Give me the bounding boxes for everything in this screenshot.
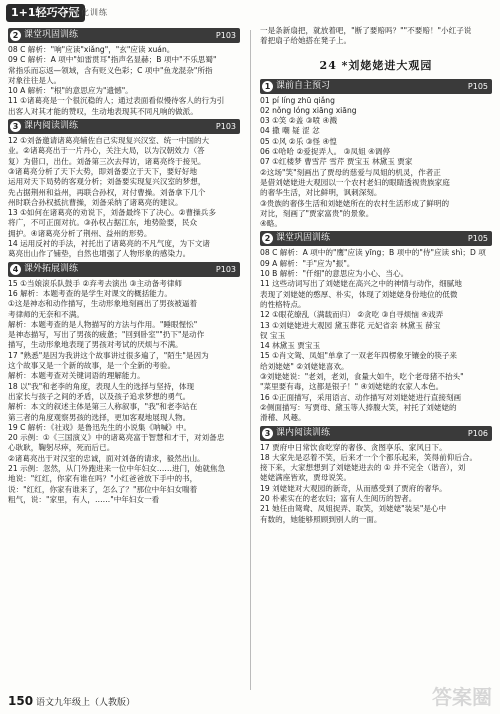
answer-line: 这个故事又是一个新的故事，是一个全新的考验。 bbox=[8, 361, 176, 371]
answer-line: 10 A 解析："根"的意思应为"遗憾"。 bbox=[8, 86, 133, 96]
answer-line: 心耿耿，鞠躬尽瘁，死而后已。 bbox=[8, 443, 115, 453]
answer-line: 02 nǒng lóng xiāng xiāng bbox=[260, 105, 357, 115]
answer-line: 是神态描写，写出了男孩的疲惫；"回到卧室""扔下"是动作 bbox=[8, 330, 205, 340]
answer-line: 17 "熟悉"是因为我讲这个故事讲过很多遍了，"陌生"是因为 bbox=[8, 350, 209, 360]
answer-line: 13 ①刘姥姥进大观园 黛玉葬花 元妃省亲 林黛玉 薛宝 bbox=[260, 320, 441, 330]
right-column bbox=[260, 26, 492, 525]
answer-line: 着把扇子给她搭在凳子上。 bbox=[260, 36, 352, 46]
section-header: 1 课前自主预习 P105 bbox=[260, 79, 492, 94]
answer-line: 21 示例：忽然，从门外跑进来一位中年妇女……进门，她就焦急 bbox=[8, 463, 226, 473]
answer-line: 18 以"我"和老李的角度，表现人生的选择与坚持，体现 bbox=[8, 381, 195, 391]
section-header: 2 课堂巩固训练 P105 bbox=[260, 231, 492, 246]
answer-line: 20 示例：①《三国演义》中的诸葛亮富于智慧和才干，对刘备忠 bbox=[8, 433, 225, 443]
answer-list bbox=[260, 248, 492, 423]
section-header: 2 课堂巩固训练 P103 bbox=[8, 28, 240, 43]
answer-line: 05 ①风 ②乐 ③怪 ④惶 bbox=[260, 136, 337, 146]
answer-line: 常指乐而忘返—领域，含有贬义色彩；C 项中"鱼龙混杂"所指 bbox=[8, 65, 213, 75]
header-bar bbox=[0, 0, 500, 26]
answer-line: ①这是神态和动作描写，生动形象地刻画出了男孩被逼着 bbox=[8, 299, 198, 309]
answer-line: 给刘姥姥" ②刘姥姥喜欢。 bbox=[260, 361, 349, 371]
answer-line: 钗 宝玉 bbox=[260, 330, 286, 340]
answer-line: 16 解析：本题考查的是学生对课文的概括能力。 bbox=[8, 288, 172, 298]
answer-line: 01 pí líng zhū qiǎng bbox=[260, 95, 335, 105]
answer-line: 粗气，说："家里，有人，……"中年妇女一看 bbox=[8, 494, 160, 504]
answer-line: ②这场"笑"刻画出了贾母的慈爱与凤姐的机灵，作者正 bbox=[260, 167, 441, 177]
answer-line: 地说："红红，你家有谁在吗？"小红爸爸放下手中的书， bbox=[8, 474, 198, 484]
answer-line: 17 贾府中日常饮食吃穿的奢侈、贪图享乐、家风日下。 bbox=[260, 442, 447, 452]
page-number: 150 bbox=[8, 694, 34, 708]
answer-line: 对象往往是人。 bbox=[8, 75, 62, 85]
answer-list bbox=[8, 45, 240, 117]
answer-line: 08 C 解析：A 项中的"鹰"应读 yīng；B 项中的"侍"应读 shì；D 项 bbox=[260, 248, 486, 258]
answer-line: 04 撒 嘲 疑 涩 忿 bbox=[260, 126, 320, 136]
answer-line: 21 她任由鸳鸯、凤姐捉弄、取笑，刘姥姥"装呆"是心中 bbox=[260, 504, 447, 514]
answer-line: 州时联合孙权抵抗曹操，刘备采纳了诸葛亮的建议。 bbox=[8, 197, 183, 207]
section-header: 3 课内阅读训练 P106 bbox=[260, 426, 492, 441]
answer-line: 一是条新扇把，就放着吧，"断了要赔吗？""不要赔！"小红子说 bbox=[260, 26, 472, 35]
answer-line: 12 ①刘备邀请诸葛亮辅佐自己实现复兴汉室、统一中国的大 bbox=[8, 136, 210, 146]
section-title: 课内阅读训练 bbox=[276, 427, 331, 438]
section-title: 课堂巩固训练 bbox=[276, 233, 331, 244]
answer-line: 对比，刻画了"贾家富贵"的景象。 bbox=[260, 208, 374, 218]
answer-line: "菜里要有毒，这都是银子！" ④刘姥姥的农家人本色。 bbox=[260, 382, 444, 392]
answer-line: ②侧面描写：写贾母、黛玉等人捧腹大笑，衬托了刘姥姥的 bbox=[260, 402, 457, 412]
section-title: 课内阅读训练 bbox=[24, 121, 79, 132]
page-ref: P103 bbox=[215, 31, 236, 40]
page-ref: P105 bbox=[467, 234, 488, 244]
answer-line: 16 ①正面描写，采用语言、动作描写对刘姥姥进行直接刻画 bbox=[260, 392, 462, 402]
answer-line: 解析：本文的叙述主体是第三人称叙事，"我"和老李站在 bbox=[8, 402, 198, 412]
answer-line: 滑稽、风趣。 bbox=[260, 413, 306, 423]
answer-line: 10 B 解析："仟细"的意思应为小心、当心。 bbox=[260, 269, 409, 279]
section-title: 课外拓展训练 bbox=[24, 263, 79, 274]
answer-list bbox=[8, 136, 240, 260]
answer-line: 15 ①当娘滚乐队鼓手 ②弃考去演出 ③主动备考律师 bbox=[8, 278, 183, 288]
section-title: 课堂巩固训练 bbox=[24, 30, 79, 40]
answer-line: ②诸葛亮出于对汉室的忠诚，面对刘备的请求，毅然出山。 bbox=[8, 453, 205, 463]
lesson-title: 24 *刘姥姥进大观园 bbox=[319, 58, 433, 72]
answer-line: 07 ①红楼梦 曹雪芹 雪芹 贾宝玉 林黛玉 贾家 bbox=[260, 157, 413, 167]
page-ref: P103 bbox=[215, 264, 236, 274]
answer-line: 的性格特点。 bbox=[260, 299, 306, 309]
answer-line: 03 ①笑 ②盖 ③喷 ④溅 bbox=[260, 116, 337, 126]
answer-line: ③贵族的奢侈生活和刘姥姥所在的农村生活形成了鲜明的 bbox=[260, 198, 450, 208]
answer-line: 06 ①哈哈 ②爱捉弄人。 ③凤姐 ④调停 bbox=[260, 147, 391, 157]
answer-line: 说："红红，你家有谁来了，怎么了？"那位中年妇女喘着 bbox=[8, 484, 198, 494]
answer-line: 描写，生动形象地表现了男孩对考试的厌烦与不满。 bbox=[8, 340, 183, 350]
answer-line: 11 这些动词写出了刘姥姥在高兴之中的神情与动作，细腻地 bbox=[260, 279, 462, 289]
answer-line: 接下来，大家想想到了刘姥姥进去的 ① 并不完全（谐音），刘 bbox=[260, 463, 466, 473]
book-title: 语文九年级上（人教版） bbox=[35, 698, 135, 708]
answer-line: 是借刘姥姥进大观园以一个农村老妇的眼睛透视贵族家庭 bbox=[260, 177, 450, 187]
section-title: 课前自主预习 bbox=[276, 80, 331, 91]
answer-list bbox=[8, 279, 240, 506]
answer-line: 姥姥满座皆欢，贾母说笑。 bbox=[260, 473, 352, 483]
page-ref: P105 bbox=[467, 81, 488, 91]
answer-line: 19 C 解析：《社戏》是鲁迅先生的小说集《呐喊》中。 bbox=[8, 422, 192, 432]
answer-list bbox=[260, 96, 492, 230]
answer-line: 表现了刘姥姥的憨厚、朴实，体现了刘姥姥身份地位的低微 bbox=[260, 289, 458, 299]
watermark: 答案圈 bbox=[432, 685, 492, 709]
section-header: 3 课内阅读训练 P103 bbox=[8, 119, 240, 134]
left-column bbox=[8, 26, 240, 505]
answer-line: 业。②诸葛亮出于一片丹心，关注大局，以为汉朝效力（答 bbox=[8, 146, 205, 156]
answer-line: 11 ①诸葛亮是一个很沉稳的人；通过表面看似慢待客人的行为引 bbox=[8, 96, 225, 106]
answer-line: 14 林黛玉 贾宝玉 bbox=[260, 341, 321, 351]
answer-line: 13 ①如何在诸葛亮的劝说下，刘备最终下了决心。②曹操兵多 bbox=[8, 208, 216, 218]
answer-line: ④略。 bbox=[260, 219, 282, 229]
brand-sub: 优化训练 bbox=[72, 8, 108, 17]
answer-line: 有数的，她能够照顾到别人的一面。 bbox=[260, 514, 382, 524]
answer-line: 19 刘姥姥对大观园的新奇，从而感受到了贾府的奢华。 bbox=[260, 483, 447, 493]
answer-line: 将广，不可正面对抗。③孙权占据江东，地势险要，民众 bbox=[8, 218, 198, 228]
answer-line: 20 朴素实在的老农妇；富有人生阅历的智者。 bbox=[260, 493, 417, 503]
answer-line: 15 ①肖文鸳、凤姐"单拿了一双老年四楞象牙镶金的筷子来 bbox=[260, 351, 458, 361]
answer-line: 拥护。④诸葛亮分析了荆州、益州的形势。 bbox=[8, 228, 152, 238]
answer-line: 出客人对其才能的赞叹，生动地表现其不同凡响的做派。 bbox=[8, 106, 198, 116]
answer-line: 的奢华生活，对比鲜明，讽刺深刻。 bbox=[260, 188, 382, 198]
answer-line: 12 ①眼花缭乱（满载而归） ②贪吃 ③自寻烦恼 ④戏弄 bbox=[260, 310, 444, 320]
answer-line: 08 C 解析："响"应读"xiǎng"，"玄"应读 xuán。 bbox=[8, 45, 175, 54]
answer-line: 18 大家先是忍着不笑，后来才一个个都乐起来，笑得前仰后合。 bbox=[260, 452, 478, 462]
answer-line: 第三者的角度观察男孩的选择，更加客观地展现人物。 bbox=[8, 412, 191, 422]
answer-line: 先占据荆州和益州，再联合孙权，对付曹操。刘备拿下几个 bbox=[8, 187, 206, 197]
answer-line: ③诸葛亮分析了天下大势，即刘备要立于天下，要好好地 bbox=[8, 166, 198, 176]
page-ref: P103 bbox=[215, 122, 236, 132]
column-divider bbox=[250, 30, 251, 690]
answer-line: 考律师的无奈和不满。 bbox=[8, 309, 84, 319]
answer-line: 出家长与孩子之间的矛盾，以及孩子追求梦想的勇气。 bbox=[8, 391, 191, 401]
answer-list bbox=[260, 443, 492, 525]
brand-logo: 1+1轻巧夺冠 bbox=[6, 4, 85, 22]
answer-line: 运用对天下局势的客观分析；刘备要实现复兴汉室的梦想， bbox=[8, 177, 206, 187]
page-ref: P106 bbox=[467, 428, 488, 438]
section-header: 4 课外拓展训练 P103 bbox=[8, 262, 240, 277]
answer-line: 解析：本题考查对关键词语的理解能力。 bbox=[8, 371, 145, 381]
answer-line: 14 运用反衬的手法，衬托出了诸葛亮的不凡气度，为下文诸 bbox=[8, 239, 210, 249]
answer-list bbox=[260, 26, 492, 47]
answer-line: 复）为借口，出仕。刘备第三次去拜访，诸葛亮终于接见。 bbox=[8, 156, 206, 166]
answer-line: 09 C 解析：A 项中"如雷贯耳"指声名显赫；B 项中"不乐思蜀" bbox=[8, 55, 217, 65]
answer-line: 09 A 解析："手"应为"振"。 bbox=[260, 258, 355, 268]
page-footer bbox=[8, 694, 135, 708]
answer-line: ③刘姥姥说："老刘，老刘，食量大如牛，吃个老母猪不抬头" bbox=[260, 372, 464, 382]
answer-line: 解析：本题考查的是人物描写的方法与作用。"睡眼惺忪" bbox=[8, 319, 198, 329]
answer-line: 葛亮出山作了铺垫，自然也增强了人物形象的感染力。 bbox=[8, 249, 191, 259]
